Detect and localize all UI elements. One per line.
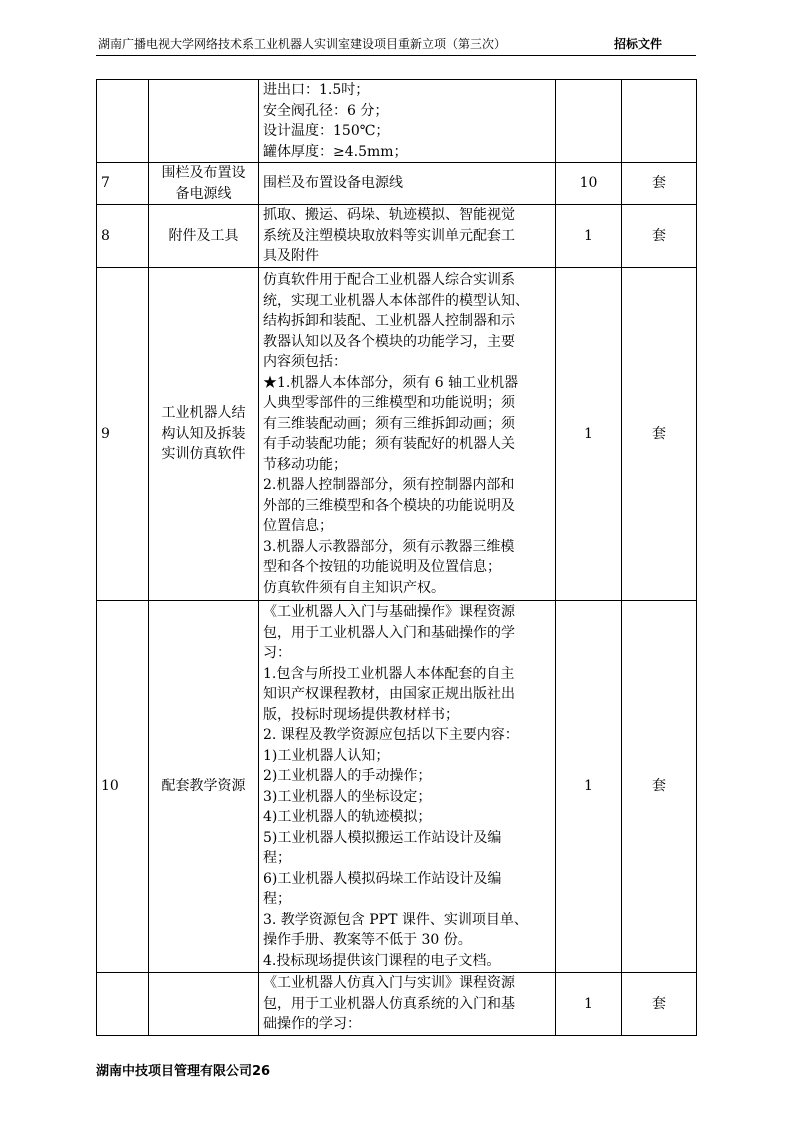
description-line: 围栏及布置设备电源线 [263,175,403,192]
row-number [97,973,149,1036]
row-quantity: 10 [556,163,622,205]
row-unit [622,80,697,163]
description-line: 6)工业机器人模拟码垛工作站设计及编 [263,870,502,887]
description-line: 础操作的学习： [263,1016,361,1033]
description-line: 设计温度：150℃； [263,123,390,139]
description-line: 3.机器人示教器部分，须有示教器三维模 [263,538,515,555]
item-name-line: 备电源线 [175,185,232,202]
description-line: 3)工业机器人的坐标设定； [263,788,432,805]
row-unit: 套 [622,268,697,601]
table-row [97,80,697,163]
description-line: 2.机器人控制器部分，须有控制器内部和 [263,477,515,493]
page-header [96,33,696,56]
row-description [259,601,556,973]
description-line: 罐体厚度：≥4.5mm； [263,143,408,160]
spec-table [96,79,697,1036]
description-line: 有手动装配功能；须有装配好的机器人关 [263,436,515,452]
description-line: 结构拆卸和装配、工业机器人控制器和示 [263,313,515,329]
row-item-name [149,268,259,601]
row-unit: 套 [622,205,697,268]
row-item-name [149,80,259,163]
table-row [97,205,697,268]
description-line: 位置信息； [263,518,333,534]
description-line: 抓取、搬运、码垛、轨迹模拟、智能视觉 [263,207,515,224]
item-name-line: 工业机器人结 [161,405,246,422]
description-line: 人典型零部件的三维模型和功能说明；须 [263,395,515,411]
description-line: 版，投标时现场提供教材样书； [263,706,459,723]
item-name-line: 围栏及布置设 [161,165,246,181]
description-line: 1.包含与所投工业机器人本体配套的自主 [263,665,515,682]
row-number: 9 [97,268,149,601]
description-line: 《工业机器人入门与基础操作》课程资源 [263,604,515,620]
description-line: 包，用于工业机器人仿真系统的入门和基 [263,995,515,1012]
description-line: 知识产权课程教材，由国家正规出版社出 [263,686,515,702]
table-row [97,163,697,205]
description-line: 2. 课程及教学资源应包括以下主要内容： [263,727,519,743]
description-line: 4.投标现场提供该门课程的电子文档。 [263,952,501,969]
row-item-name [149,205,259,268]
description-line: ★1.机器人本体部分，须有 6 轴工业机器 [263,374,519,391]
row-number: 7 [97,163,149,205]
description-line: 统，实现工业机器人本体部件的模型认知、 [263,292,529,309]
row-quantity: 1 [556,601,622,973]
description-line: 程； [263,891,291,907]
description-line: 有三维装配动画；须有三维拆卸动画；须 [263,415,515,432]
description-line: 《工业机器人仿真入门与实训》课程资源 [263,975,515,992]
row-description [259,205,556,268]
description-line: 4)工业机器人的轨迹模拟； [263,809,432,825]
row-description [259,268,556,601]
header-doc-type: 招标文件 [613,37,662,51]
item-name-line: 配套教学资源 [161,778,246,795]
row-number: 10 [97,601,149,973]
row-item-name [149,973,259,1036]
row-item-name [149,601,259,973]
description-line: 3. 教学资源包含 PPT 课件、实训项目单、 [263,911,528,928]
table-row [97,973,697,1036]
row-quantity: 1 [556,973,622,1036]
description-line: 节移动功能； [263,456,347,473]
row-quantity: 1 [556,205,622,268]
row-unit: 套 [622,601,697,973]
description-line: 安全阀孔径：6 分； [263,102,389,119]
row-quantity: 1 [556,268,622,601]
row-description [259,163,556,205]
row-number [97,80,149,163]
description-line: 1)工业机器人认知； [263,747,390,764]
description-line: 5)工业机器人模拟搬运工作站设计及编 [263,829,502,846]
description-line: 具及附件 [263,248,319,265]
header-title: 湖南广播电视大学网络技术系工业机器人实训室建设项目重新立项（第三次） [98,37,507,51]
table-row [97,601,697,973]
description-line: 内容须包括： [263,354,347,370]
item-name-line: 实训仿真软件 [161,446,246,463]
description-line: 外部的三维模型和各个模块的功能说明及 [263,497,515,514]
description-line: 教器认知以及各个模块的功能学习，主要 [263,333,515,350]
description-line: 仿真软件用于配合工业机器人综合实训系 [263,272,515,288]
description-line: 习： [263,645,291,661]
description-line: 仿真软件须有自主知识产权。 [263,579,445,596]
description-line: 进出口：1.5吋； [263,82,370,98]
row-unit: 套 [622,973,697,1036]
description-line: 型和各个按钮的功能说明及位置信息； [263,559,501,575]
description-line: 2)工业机器人的手动操作； [263,768,432,784]
table-row [97,268,697,601]
item-name-line: 构认知及拆装 [161,425,246,442]
row-description [259,80,556,163]
row-item-name [149,163,259,205]
row-description [259,973,556,1036]
description-line: 系统及注塑模块取放料等实训单元配套工 [263,227,515,244]
row-number: 8 [97,205,149,268]
description-line: 包，用于工业机器人入门和基础操作的学 [263,624,515,641]
row-quantity [556,80,622,163]
row-unit: 套 [622,163,697,205]
description-line: 程； [263,850,291,866]
page-footer: 湖南中技项目管理有限公司26 [96,1064,271,1079]
spec-table-body [97,80,697,1036]
item-name-line: 附件及工具 [168,227,239,244]
description-line: 操作手册、教案等不低于 30 份。 [263,932,472,948]
